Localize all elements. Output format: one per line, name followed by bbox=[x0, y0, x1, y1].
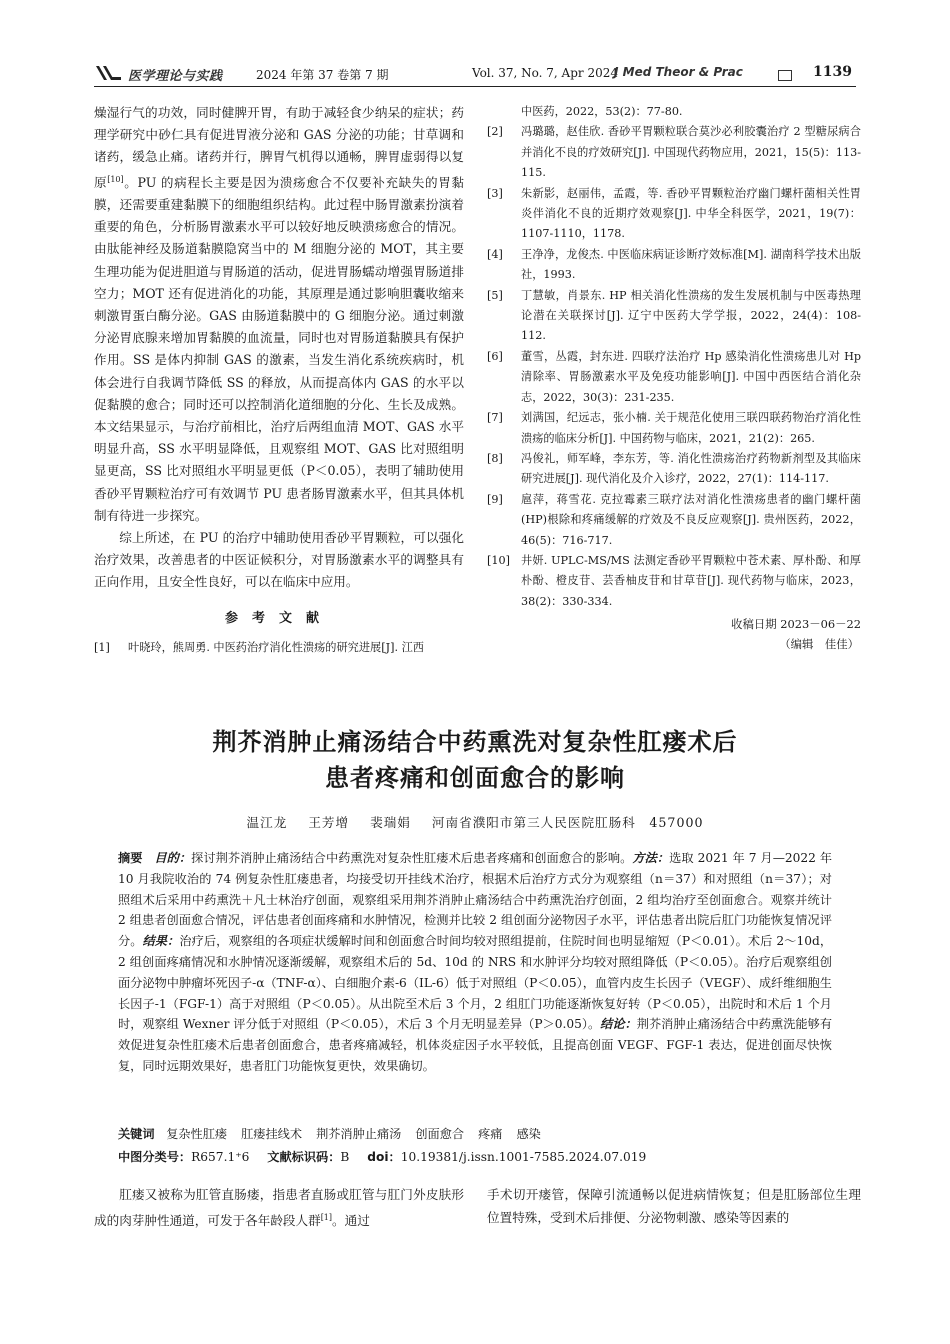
reference-number: [3] bbox=[487, 186, 503, 200]
abstract bbox=[118, 848, 832, 1077]
doc-code-label: 文献标识码： bbox=[267, 1150, 341, 1164]
journal-logo-icon bbox=[94, 64, 122, 82]
reference-text: 冯俊礼，师军峰，李东芳，等. 消化性溃疡治疗药物新剂型及其临床研究进展[J]. 现代消化及介入诊疗，2022，27(1)：114-117. bbox=[521, 451, 861, 486]
citation: [1] bbox=[320, 1212, 333, 1222]
conclusion-paragraph: 综上所述，在 PU 的治疗中辅助使用香砂平胃颗粒，可以强化治疗效果，改善患者的中医证候积分，对胃肠激素水平的调整具有正向作用，且安全性良好，可以在临床中应用。 bbox=[94, 530, 464, 590]
reference-text: 朱新影，赵丽伟，孟霞，等. 香砂平胃颗粒治疗幽门螺杆菌相关性胃炎伴消化不良的近期疗效观察[J]. 中华全科医学，2021，19(7)：1107-1110，1178. bbox=[521, 186, 861, 241]
reference-number: [10] bbox=[487, 553, 510, 567]
keyword: 复杂性肛瘘 bbox=[166, 1127, 228, 1141]
editor-note: （编辑 佳佳） bbox=[779, 637, 859, 652]
conclusion-text: 荆芥消肿止痛汤结合中药熏洗能够有效促进复杂性肛瘘术后患者创面愈合，患者疼痛减轻，机体炎症因子水平较低，且提高创面 VEGF、FGF-1 表达，促进创面尽快恢复，同时远期效果好，患者肛门功能恢复更快，效果确切。 bbox=[118, 1017, 833, 1073]
references-heading: 参考文献 bbox=[224, 610, 333, 626]
method-label: 方法： bbox=[632, 851, 670, 865]
keyword: 肛瘘挂线术 bbox=[241, 1127, 303, 1141]
article-title bbox=[0, 724, 950, 796]
left-column bbox=[94, 102, 464, 658]
keywords-label: 关键词 bbox=[118, 1127, 155, 1141]
keyword: 感染 bbox=[516, 1127, 541, 1141]
doi-label: doi： bbox=[367, 1150, 401, 1164]
reference-item bbox=[487, 122, 861, 183]
clc-number: R657.1⁺6 bbox=[191, 1150, 250, 1164]
abstract-label: 摘要 bbox=[118, 851, 143, 865]
aim-text: 探讨荆芥消肿止痛汤结合中药熏洗对复杂性肛瘘术后患者疼痛和创面愈合的影响。 bbox=[191, 851, 633, 865]
author-name: 裴瑞娟 bbox=[370, 815, 411, 830]
reference-item bbox=[487, 490, 861, 551]
reference-item bbox=[94, 638, 464, 658]
title-line-2: 患者疼痛和创面愈合的影响 bbox=[325, 764, 625, 792]
body-paragraph: 手术切开瘘管，保障引流通畅以促进病情恢复；但是肛肠部位生理位置特殊，受到术后排便、分泌物刺激、感染等因素的 bbox=[487, 1187, 861, 1225]
reference-text: 王净净，龙俊杰. 中医临床病证诊断疗效标准[M]. 湖南科学技术出版社，1993. bbox=[521, 247, 861, 282]
body-paragraph: 肛瘘又被称为肛管直肠瘘，指患者直肠或肛管与肛门外皮肤形成的肉芽肿性通道，可发于各年龄段人群[1]。通过 bbox=[94, 1187, 464, 1228]
body-text-left bbox=[94, 1184, 464, 1232]
method-text: 选取 2021 年 7 月—2022 年 10 月我院收治的 74 例复杂性肛瘘患者，均接受切开挂线术治疗，根据术后治疗方式分为观察组（n＝37）和对照组（n＝37）；对照组术后采用中药熏洗＋凡士林治疗创面，观察组采用荆芥消肿止痛汤结合中药熏洗治疗创面，2 组均治疗至创面愈合。观察并统计 2 组患者创面愈合情况，评估患者创面疼痛和水肿情况，检测并比较 2 组创面分泌物因子水平，评估患者出院后肛门功能恢复情况评分。 bbox=[118, 851, 833, 949]
result-text: 治疗后，观察组的各项症状缓解时间和创面愈合时间均较对照组提前，住院时间也明显缩短（P＜0.01）。术后 2～10d，2 组创面疼痛情况和水肿情况逐渐缓解，观察组术后的 5d、10d 的 NRS 和水肿评分均较对照组降低（P＜0.05）。治疗后观察组创面分泌物中肿瘤坏死因子-α（TNF-α）、白细胞介素-6（IL-6）低于对照组（P＜0.05），血管内皮生长因子（VEGF）、成纤维细胞生长因子-1（FGF-1）高于对照组（P＜0.05）。从出院至术后 3 个月，2 组肛门功能逐渐恢复好转（P＜0.05），出院时和术后 1 个月时，观察组 Wexner 评分低于对照组（P＜0.05），术后 3 个月无明显差异（P＞0.05）。 bbox=[118, 934, 833, 1032]
received-date: 收稿日期 2023－06－22 bbox=[731, 617, 861, 632]
reference-number: [7] bbox=[487, 411, 503, 425]
doi-value: 10.19381/j.issn.1001-7585.2024.07.019 bbox=[400, 1150, 647, 1164]
reference-item bbox=[487, 184, 861, 245]
author-name: 温江龙 bbox=[246, 815, 288, 830]
discussion-paragraph: 燥湿行气的功效，同时健脾开胃，有助于减轻食少纳呆的症状；药理学研究中砂仁具有促进胃液分泌和 GAS 分泌的功能；甘草调和诸药，缓急止痛。诸药并行，脾胃气机得以通畅，脾胃虚弱得以复原[10]。PU 的病程长主要是因为溃疡愈合不仅要补充缺失的胃黏膜，还需要重建黏膜下的细胞组织结构。此过程中肠胃激素扮演着重要的角色，分析肠胃激素水平可以较好地反映溃疡愈合的情况。由肽能神经及肠道黏膜隐窝当中的 M 细胞分泌的 MOT，其主要生理功能为促进胆道与胃肠道的活动，促进胃肠蠕动增强胃肠道排空力；MOT 还有促进消化的功能，其原理是通过影响胆囊收缩来刺激胃蛋白酶分泌。GAS 由肠道黏膜中的 G 细胞分泌。通过刺激分泌胃底腺来增加胃黏膜的血流量，同时也对胃肠道黏膜具有保护作用。SS 是体内抑制 GAS 的激素，当发生消化系统疾病时，机体会进行自我调节降低 SS 的释放，从而提高体内 GAS 的水平以促黏膜的愈合；同时还可以控制消化道细胞的分化、生长及成熟。本文结果显示，与治疗前相比，治疗后两组血清 MOT、GAS 水平明显升高，SS 水平明显降低，且观察组 MOT、GAS 比对照组明显更高，SS 比对照组水平明显更低（P＜0.05），表明了辅助使用香砂平胃颗粒治疗可有效调节 PU 患者肠胃激素水平，但其具体机制有待进一步探究。 bbox=[94, 105, 465, 523]
reference-item bbox=[487, 347, 861, 408]
reference-item bbox=[487, 408, 861, 449]
reference-text: 董雪，丛霞，封东进. 四联疗法治疗 Hp 感染消化性溃疡患儿对 Hp 清除率、胃肠激素水平及免疫功能影响[J]. 中国中西医结合消化杂志，2022，30(3)：231-235. bbox=[521, 349, 861, 404]
citation: [10] bbox=[107, 174, 124, 184]
aim-label: 目的： bbox=[154, 851, 192, 865]
reference-item bbox=[487, 551, 861, 612]
reference-text: 扈萍，蒋雪花. 克拉霉素三联疗法对消化性溃疡患者的幽门螺杆菌(HP)根除和疼痛缓解的疗效及不良反应观察[J]. 贵州医药，2022，46(5)：716-717. bbox=[521, 492, 861, 547]
reference-text: 刘满国，纪远志，张小楠. 关于规范化使用三联四联药物治疗消化性溃疡的临床分析[J]. 中国药物与临床，2021，21(2)：265. bbox=[521, 411, 861, 445]
conclusion-label: 结论： bbox=[600, 1017, 637, 1032]
clc-label: 中图分类号： bbox=[118, 1150, 192, 1164]
affiliation: 河南省濮阳市第三人民医院肛肠科 457000 bbox=[431, 815, 704, 830]
reference-text: 井妍. UPLC-MS/MS 法测定香砂平胃颗粒中苍术素、厚朴酚、和厚朴酚、橙皮苷、芸香柚皮苷和甘草苷[J]. 现代药物与临床，2023，38(2)：330-334. bbox=[521, 553, 861, 608]
author-line bbox=[0, 812, 950, 831]
issue-info-en: Vol. 37, No. 7, Apr 2024 bbox=[472, 66, 618, 80]
keyword: 疼痛 bbox=[478, 1127, 503, 1141]
reference-number: [4] bbox=[487, 247, 503, 261]
reference-item bbox=[487, 286, 861, 347]
reference-text: 叶晓玲，熊周勇. 中医药治疗消化性溃疡的研究进展[J]. 江西 bbox=[128, 640, 424, 654]
issue-info-cn: 2024 年第 37 卷第 7 期 bbox=[256, 68, 389, 82]
doc-code: B bbox=[340, 1150, 350, 1164]
reference-continuation: 中医药，2022，53(2)：77-80. bbox=[521, 105, 683, 118]
journal-name-cn: 医学理论与实践 bbox=[128, 69, 223, 84]
reference-number: [8] bbox=[487, 451, 503, 465]
journal-name-en: J Med Theor & Prac bbox=[614, 65, 743, 79]
keywords bbox=[118, 1125, 832, 1142]
reference-number: [2] bbox=[487, 125, 503, 139]
reference-text: 丁慧敏，肖景东. HP 相关消化性溃疡的发生发展机制与中医毒热理论潜在关联探讨[J]. 辽宁中医药大学学报，2022，24(4)：108-112. bbox=[521, 288, 861, 343]
result-label: 结果： bbox=[142, 934, 180, 949]
reference-item bbox=[487, 449, 861, 490]
page-number: 1139 bbox=[813, 64, 852, 80]
body-text-right bbox=[487, 1184, 861, 1229]
author-name: 王芳增 bbox=[308, 815, 350, 830]
reference-number: [1] bbox=[94, 640, 110, 654]
reference-text: 冯璐璐，赵佳欣. 香砂平胃颗粒联合莫沙必利胶囊治疗 2 型糖尿病合并消化不良的疗效研究[J]. 中国现代药物应用，2021，15(5)：113-115. bbox=[521, 125, 861, 180]
classification-line bbox=[118, 1148, 832, 1165]
right-column bbox=[487, 102, 861, 654]
page-header bbox=[94, 62, 856, 87]
reference-list bbox=[487, 122, 861, 612]
reference-item bbox=[487, 245, 861, 286]
keyword: 创面愈合 bbox=[415, 1127, 465, 1141]
reference-number: [5] bbox=[487, 288, 503, 302]
reference-number: [9] bbox=[487, 492, 503, 506]
reference-number: [6] bbox=[487, 349, 503, 363]
title-line-1: 荆芥消肿止痛汤结合中药熏洗对复杂性肛瘘术后 bbox=[212, 728, 738, 756]
header-box-icon bbox=[778, 70, 792, 81]
keyword: 荆芥消肿止痛汤 bbox=[316, 1127, 402, 1141]
